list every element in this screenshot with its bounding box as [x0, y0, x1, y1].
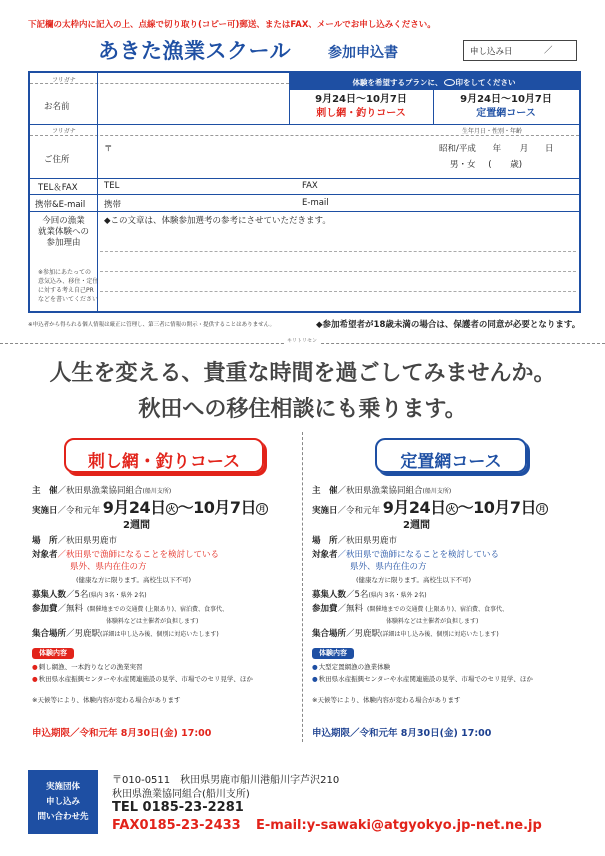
- fee-row: 参加費／無料 (開催地までの交通費 (上限あり)、宿泊費、食事代、: [32, 604, 228, 614]
- mobile-field[interactable]: 携帯: [104, 200, 122, 210]
- weekday-badge: 月: [256, 503, 268, 515]
- weather-note: ※天候等により、体験内容が変わる場合があります: [312, 696, 461, 704]
- reason-label: 今回の漁業 就業体験への 参加理由: [37, 216, 89, 248]
- weekday-badge: 火: [446, 503, 458, 515]
- target-line-2: 県外、県内在住の方: [70, 562, 147, 572]
- course-gillnet: [30, 430, 302, 750]
- column-divider: [302, 432, 303, 742]
- place-row: 場 所／秋田県男鹿市: [312, 536, 398, 546]
- date-row: 実施日／令和元年 9月24日 火 ～10月7日 月: [32, 502, 268, 517]
- meet-row: 集合場所／男鹿駅(詳細は申し込み後、個別に対応いたします): [312, 629, 499, 639]
- date-slash: ／: [544, 46, 553, 56]
- duration: 2週間: [403, 520, 430, 531]
- target-line-3: (健康な方に限ります。高校生以下不可): [76, 576, 192, 584]
- course-title: 刺し網・釣りコース: [64, 438, 264, 473]
- footer-org: 秋田県漁業協同組合(船川支所): [112, 789, 250, 800]
- weekday-badge: 火: [166, 503, 178, 515]
- tel-fax-label: TEL＆FAX: [38, 183, 78, 193]
- form-subtitle: 参加申込書: [328, 45, 398, 61]
- plan-header-pre: 体験を希望するプランに、: [352, 78, 443, 87]
- plan-dates: 9月24日～10月7日: [315, 94, 407, 105]
- plan-dates: 9月24日～10月7日: [460, 94, 552, 105]
- contact-box: 実施団体 申し込み 問い合わせ先: [28, 770, 98, 834]
- postal-mark: 〒: [104, 144, 113, 154]
- content-item: ● 秋田県水産振興センターや水産関連施設の見学、市場でのセリ見学、ほか: [312, 674, 533, 685]
- course-title: 定置網コース: [375, 438, 527, 473]
- reason-hint: ※参加にあたっての 意気込み、移住・定住 に対する考え自己PR などを書いてください: [38, 269, 99, 303]
- address-label: ご住所: [44, 155, 70, 165]
- month-label: 月: [519, 144, 529, 154]
- minor-consent-note: ◆参加希望者が18歳未満の場合は、保護者の同意が必要となります。: [316, 320, 581, 330]
- capacity-row: 募集人数／5名(県内 3名・県外 2名): [312, 590, 427, 600]
- reason-note: ◆この文章は、体験参加選考の参考にさせていただきます。: [104, 216, 331, 226]
- tel-field[interactable]: TEL: [104, 181, 120, 191]
- year-label: 年: [492, 144, 502, 154]
- duration: 2週間: [123, 520, 150, 531]
- application-date-field[interactable]: [463, 40, 577, 61]
- gender-age-field[interactable]: [450, 158, 522, 170]
- footer-address: 〒010-0511 秋田県男鹿市船川港船川字芦沢210: [112, 775, 340, 786]
- footer-fax[interactable]: FAX0185-23-2433: [112, 818, 241, 833]
- name-input[interactable]: [98, 84, 288, 123]
- content-item: ● 大型定置網漁の漁業体験: [312, 662, 390, 673]
- target-row: 対象者／秋田県で漁師になることを検討している: [312, 550, 500, 560]
- content-item: ● 秋田県水産振興センターや水産関連施設の見学、市場でのセリ見学、ほか: [32, 674, 253, 685]
- era-label: 昭和/平成: [439, 144, 476, 154]
- target-row: 対象者／秋田県で漁師になることを検討している: [32, 550, 220, 560]
- fee-row: 参加費／無料 (開催地までの交通費 (上限あり)、宿泊費、食事代、: [312, 604, 508, 614]
- day-label: 日: [545, 144, 554, 154]
- deadline: 申込期限／令和元年 8月30日(金) 17:00: [312, 728, 492, 739]
- mobile-email-label: 携帯&E-mail: [35, 200, 86, 210]
- content-item: ● 刺し網漁、一本釣りなどの漁業実習: [32, 662, 143, 673]
- birth-date-field[interactable]: [439, 142, 554, 154]
- plan-option-gillnet[interactable]: [289, 90, 433, 124]
- date-row: 実施日／令和元年 9月24日 火 ～10月7日 月: [312, 502, 548, 517]
- plan-header-post: 印をしてください: [455, 78, 516, 87]
- content-badge: 体験内容: [32, 648, 74, 659]
- content-badge: 体験内容: [312, 648, 354, 659]
- fax-field[interactable]: FAX: [302, 181, 318, 191]
- headline-line-1: 人生を変える、貴重な時間を過ごしてみませんか。: [49, 360, 556, 386]
- address-input[interactable]: [115, 137, 425, 177]
- capacity-row: 募集人数／5名(県内 3名・県外 2名): [32, 590, 147, 600]
- privacy-note: ※申込者から得られる個人情報は厳正に管理し、第三者に情報の開示・提供することはありません。: [28, 322, 275, 328]
- birth-info-label: 生年月日・性別・年齢: [462, 128, 523, 135]
- plan-header: [289, 73, 579, 90]
- email-field[interactable]: E-mail: [302, 198, 329, 208]
- fee-line-2: 体験料などは主催者が負担します): [106, 618, 199, 625]
- target-line-2: 県外、県内在住の方: [350, 562, 427, 572]
- application-date-label: 申し込み日: [470, 47, 513, 57]
- reason-textarea[interactable]: [100, 226, 576, 310]
- name-label: お名前: [44, 102, 70, 112]
- plan-name: 刺し網・釣りコース: [316, 108, 406, 119]
- organizer-row: 主 催／秋田県漁業協同組合(船川支所): [32, 486, 172, 496]
- gender-label: 男・女: [450, 160, 476, 170]
- weekday-badge: 月: [536, 503, 548, 515]
- plan-option-setnet[interactable]: [434, 90, 578, 124]
- place-row: 場 所／秋田県男鹿市: [32, 536, 118, 546]
- course-setnet: [310, 430, 582, 750]
- instruction-notice: 下記欄の太枠内に記入の上、点線で切り取り(コピー可)郵送、またはFAX、メールでお申し込みください。: [28, 20, 436, 30]
- organizer-row: 主 催／秋田県漁業協同組合(船川支所): [312, 486, 452, 496]
- meet-row: 集合場所／男鹿駅(詳細は申し込み後、個別に対応いたします): [32, 629, 219, 639]
- cut-label: キリトリセン: [284, 337, 320, 344]
- plan-name: 定置網コース: [476, 108, 536, 119]
- circle-mark-icon: [444, 79, 455, 86]
- age-close: 歳): [510, 160, 523, 170]
- furigana-label: フリガナ: [52, 77, 76, 84]
- application-form: [28, 71, 581, 313]
- deadline: 申込期限／令和元年 8月30日(金) 17:00: [32, 728, 212, 739]
- form-title: あきた漁業スクール: [98, 39, 292, 63]
- headline-line-2: 秋田への移住相談にも乗ります。: [138, 396, 467, 422]
- footer-email[interactable]: E-mail:y-sawaki@atgyokyo.jp-net.ne.jp: [256, 818, 542, 833]
- footer-tel[interactable]: TEL 0185-23-2281: [112, 800, 244, 815]
- target-line-3: (健康な方に限ります。高校生以下不可): [356, 576, 472, 584]
- furigana-label: フリガナ: [52, 128, 76, 135]
- fee-line-2: 体験料などは主催者が負担します): [386, 618, 479, 625]
- age-open: (: [488, 160, 492, 170]
- weather-note: ※天候等により、体験内容が変わる場合があります: [32, 696, 181, 704]
